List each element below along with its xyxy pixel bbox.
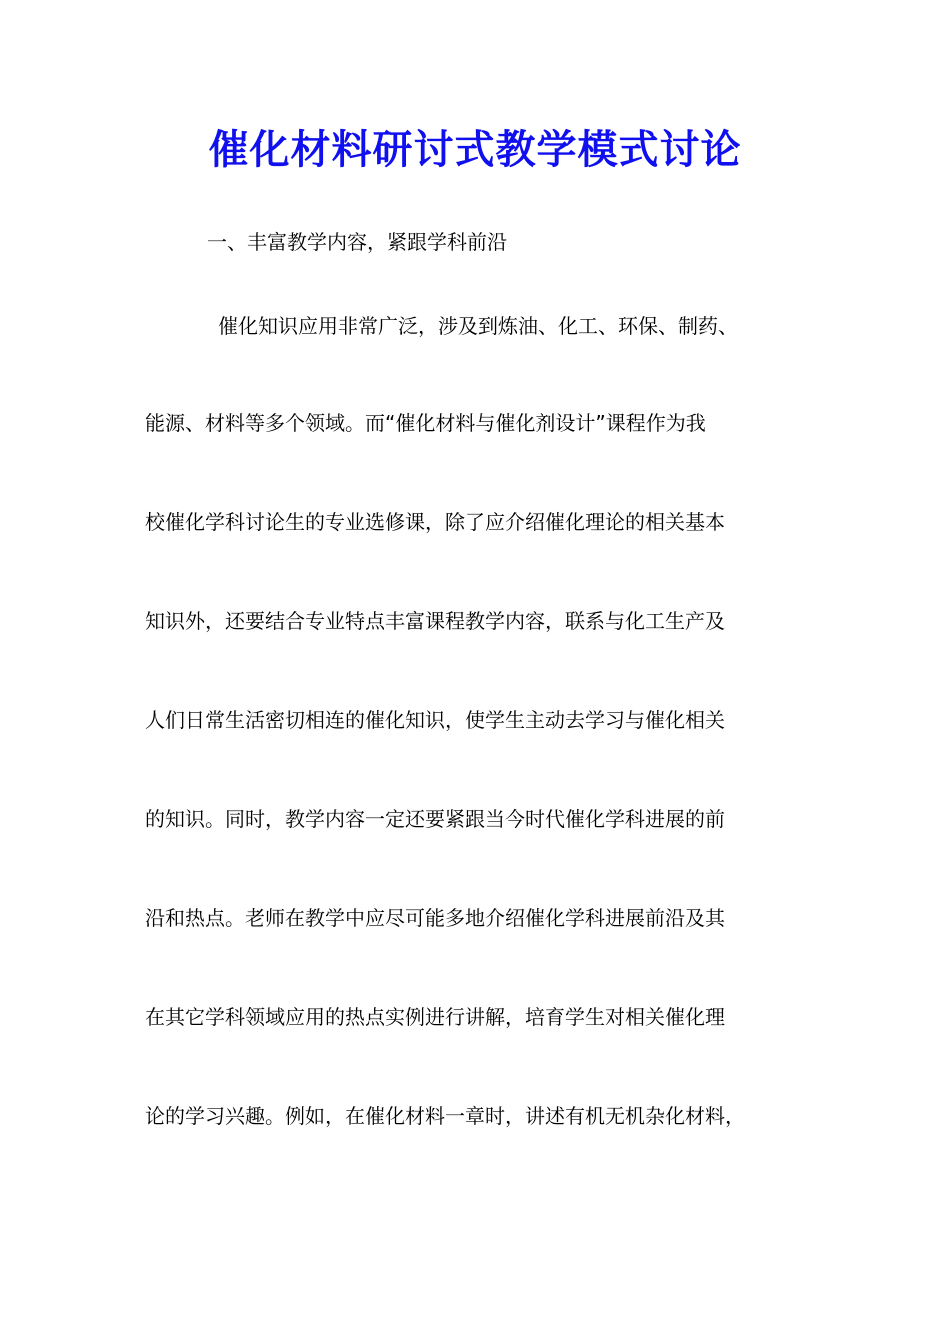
- paragraph-line: 的知识。同时，教学内容一定还要紧跟当今时代催化学科进展的前: [145, 807, 725, 831]
- paragraph-line: 论的学习兴趣。例如，在催化材料一章时，讲述有机无机杂化材料，: [145, 1104, 745, 1128]
- paragraph-line: 能源、材料等多个领域。而“催化材料与催化剂设计”课程作为我: [145, 411, 706, 435]
- paragraph-line: 沿和热点。老师在教学中应尽可能多地介绍催化学科进展前沿及其: [145, 906, 725, 930]
- paragraph-line: 知识外，还要结合专业特点丰富课程教学内容，联系与化工生产及: [145, 609, 725, 633]
- document-title: 催化材料研讨式教学模式讨论: [208, 126, 742, 173]
- paragraph-line: 催化知识应用非常广泛，涉及到炼油、化工、环保、制药、: [218, 314, 738, 338]
- paragraph-line: 在其它学科领域应用的热点实例进行讲解，培育学生对相关催化理: [145, 1005, 725, 1029]
- paragraph-line: 校催化学科讨论生的专业选修课，除了应介绍催化理论的相关基本: [145, 510, 725, 534]
- paragraph-line: 人们日常生活密切相连的催化知识，使学生主动去学习与催化相关: [145, 708, 725, 732]
- section-heading: 一、丰富教学内容，紧跟学科前沿: [207, 230, 507, 254]
